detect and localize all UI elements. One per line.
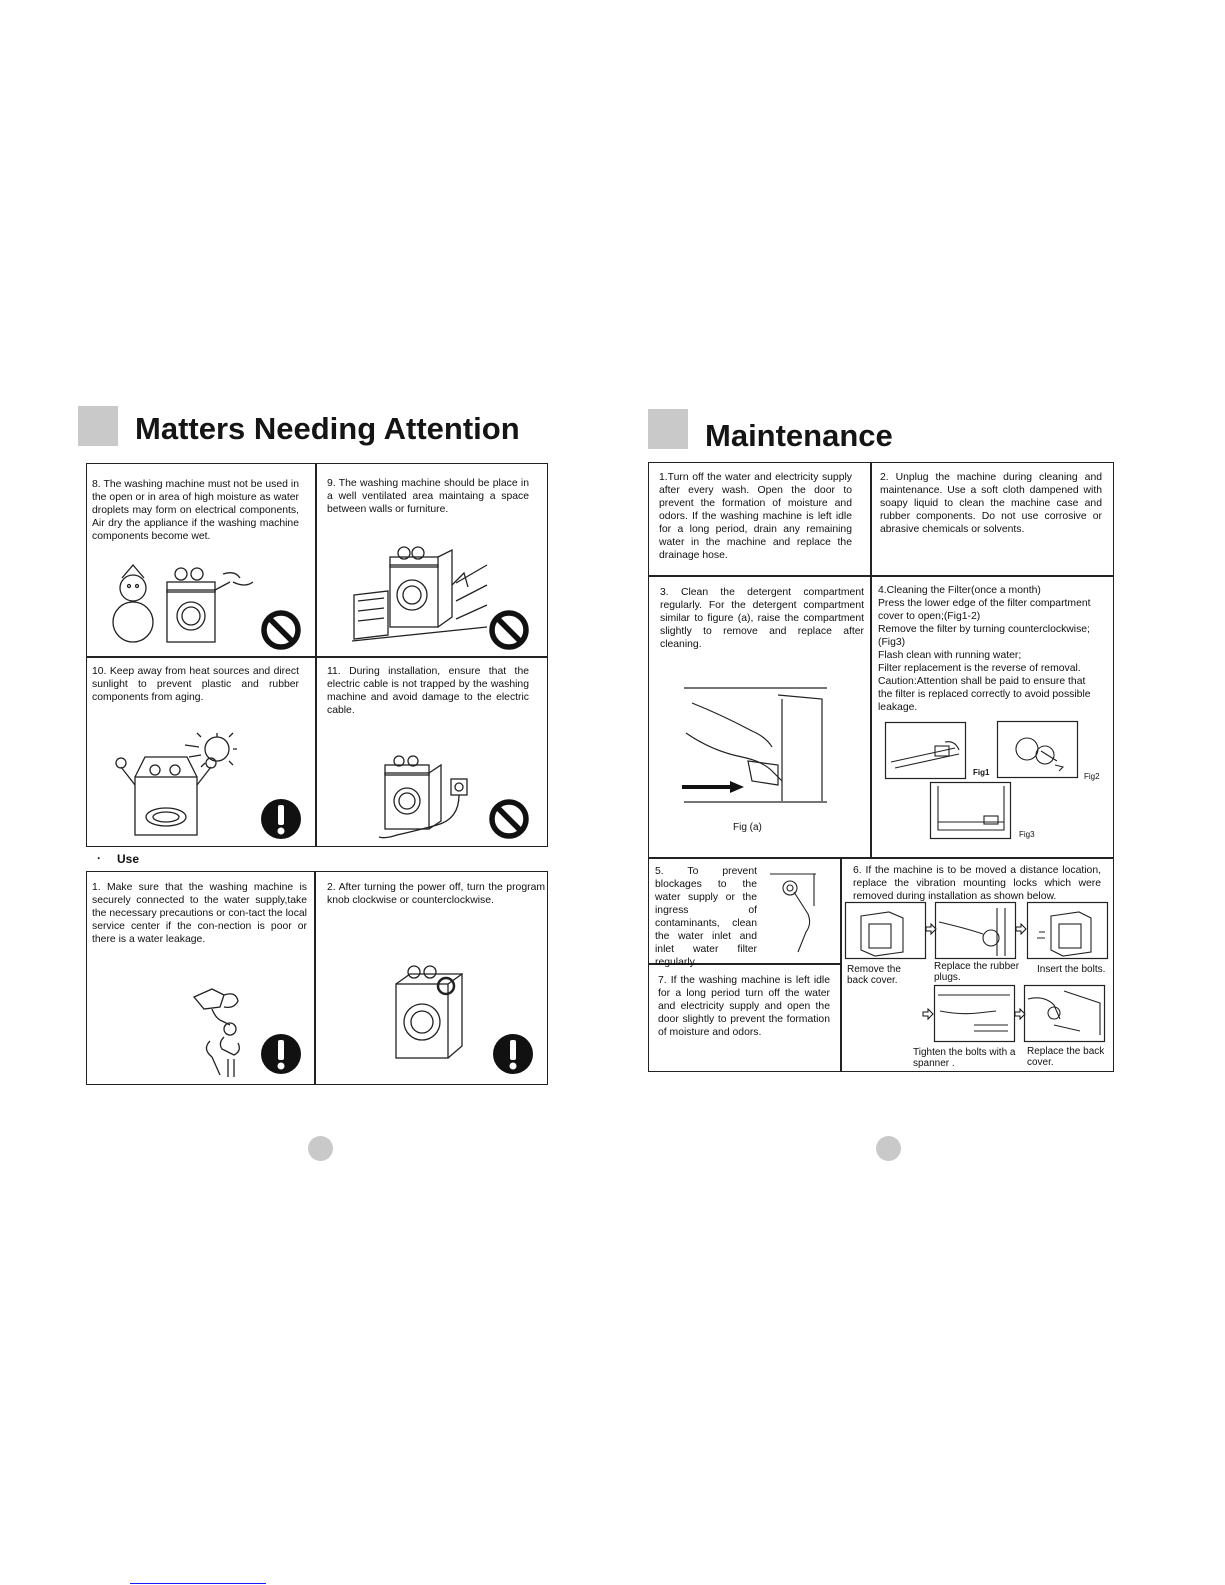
filter-step-line: 4.Cleaning the Filter(once a month) <box>878 585 1041 596</box>
use-bullet: · <box>97 851 101 865</box>
maintenance-item-3: 3. Clean the detergent compartment regularly. For the detergent compartment similar to figure (a), raise the compartment slightly to remove and replace after cleaning. <box>660 587 864 650</box>
step-insert-bolts: Insert the bolts. <box>1037 964 1106 975</box>
page-number-marker-right <box>876 1136 901 1161</box>
filter-step-line: Remove the filter by turning counterclockwise;(Fig3) <box>878 624 1090 648</box>
maintenance-item-2: 2. Unplug the machine during cleaning and maintenance. Use a soft cloth dampened with soapy liquid to clean the machine case and rubber components. Do not use corrosive or abrasive chemicals or solvents. <box>880 472 1102 535</box>
attention-item-9: 9. The washing machine should be place in a well ventilated area maintaing a space between walls or furniture. <box>327 478 529 515</box>
tighten-bolts-figure <box>934 985 1016 1043</box>
grid-divider-vertical <box>315 463 317 847</box>
water-tap-illustration <box>190 985 260 1080</box>
step-remove-back-cover: Remove the back cover. <box>847 964 901 986</box>
insert-bolts-figure <box>1027 902 1109 960</box>
arrow-right-icon <box>1015 923 1027 935</box>
attention-item-10: 10. Keep away from heat sources and direct sunlight to prevent plastic and rubber components from aging. <box>92 666 299 703</box>
filter-figure-3 <box>930 782 1012 840</box>
step-replace-back-cover: Replace the back cover. <box>1027 1046 1105 1068</box>
prohibited-icon <box>487 608 531 652</box>
replace-back-cover-figure <box>1024 985 1106 1043</box>
grid-divider-vertical-bottom <box>840 857 842 1072</box>
maintenance-item-1: 1.Turn off the water and electricity supply after every wash. Open the door to prevent the formation of moisture and odors. If the washing machine is left idle for a long period, drain any remaining water in the machine and replace the drainage hose. <box>659 472 852 561</box>
program-knob-washer-illustration <box>390 960 470 1070</box>
replace-rubber-plugs-figure <box>935 902 1017 960</box>
page-title-maintenance: Maintenance <box>705 418 893 453</box>
detergent-compartment-figure <box>682 685 832 805</box>
grid-divider-horizontal <box>86 656 548 658</box>
ventilated-washer-illustration <box>352 545 492 645</box>
filter-figure-2 <box>997 721 1079 779</box>
title-marker-square <box>648 409 688 449</box>
attention-item-11: 11. During installation, ensure that the electric cable is not trapped by the washing machine and avoid damage to the electric cable. <box>327 666 529 716</box>
remove-back-cover-figure <box>845 902 927 960</box>
filter-step-line: Press the lower edge of the filter compartment cover to open;(Fig1-2) <box>878 598 1091 622</box>
filter-figure-1 <box>885 722 967 780</box>
cable-washer-illustration <box>375 755 475 840</box>
maintenance-item-4 <box>878 584 1100 714</box>
water-inlet-filter-illustration <box>768 868 828 958</box>
prohibited-icon <box>259 608 303 652</box>
filter-step-line: Filter replacement is the reverse of removal. <box>878 663 1081 674</box>
fig3-label: Fig3 <box>1019 830 1035 839</box>
caution-icon <box>259 797 303 841</box>
attention-item-8: 8. The washing machine must not be used in the open or in area of high moisture as water droplets may form on electrical components, Air dry the appliance if the washing machine components become wet. <box>92 479 299 542</box>
fig1-label: Fig1 <box>973 768 990 777</box>
snowman-washer-illustration <box>105 560 265 650</box>
arrow-right-icon <box>922 1008 934 1020</box>
title-marker-square <box>78 406 118 446</box>
page-title-attention: Matters Needing Attention <box>135 411 520 446</box>
use-item-2: 2. After turning the power off, turn the program knob clockwise or counterclockwise. <box>327 882 545 906</box>
use-section-label: Use <box>117 852 140 866</box>
caution-icon <box>259 1032 303 1076</box>
maintenance-item-5: 5. To prevent blockages to the water supply or the ingress of contaminants, clean the water inlet and inlet water filter regularly. <box>655 866 757 968</box>
filter-step-line: Caution:Attention shall be paid to ensure that the filter is replaced correctly to avoid possible leakage. <box>878 676 1091 713</box>
maintenance-item-7: 7. If the washing machine is left idle for a long period turn off the water and electricity supply and open the door slightly to prevent the formation of moisture and odors. <box>658 975 830 1038</box>
fig2-label: Fig2 <box>1084 772 1100 781</box>
caution-icon <box>491 1032 535 1076</box>
use-item-1: 1. Make sure that the washing machine is securely connected to the water supply,take the necessary precautions or con-tact the local service center if the con-nection is poor or there is a water leakage. <box>92 882 307 945</box>
page-number-marker-left <box>308 1136 333 1161</box>
grid-divider-vertical-top <box>870 462 872 857</box>
fig-a-caption: Fig (a) <box>733 822 762 833</box>
maintenance-item-6: 6. If the machine is to be moved a distance location, replace the vibration mounting locks which were removed during installation as shown below. <box>853 865 1101 902</box>
grid-divider-horizontal-2 <box>648 857 1114 859</box>
bottom-link-underline <box>130 1583 266 1584</box>
use-grid-divider <box>314 871 316 1085</box>
grid-divider-horizontal-1 <box>648 575 1114 577</box>
step-replace-rubber-plugs: Replace the rubber plugs. <box>934 961 1020 983</box>
prohibited-icon <box>487 797 531 841</box>
filter-step-line: Flash clean with running water; <box>878 650 1022 661</box>
sun-washer-illustration <box>115 735 255 840</box>
step-tighten-bolts: Tighten the bolts with a spanner . <box>913 1047 1016 1069</box>
